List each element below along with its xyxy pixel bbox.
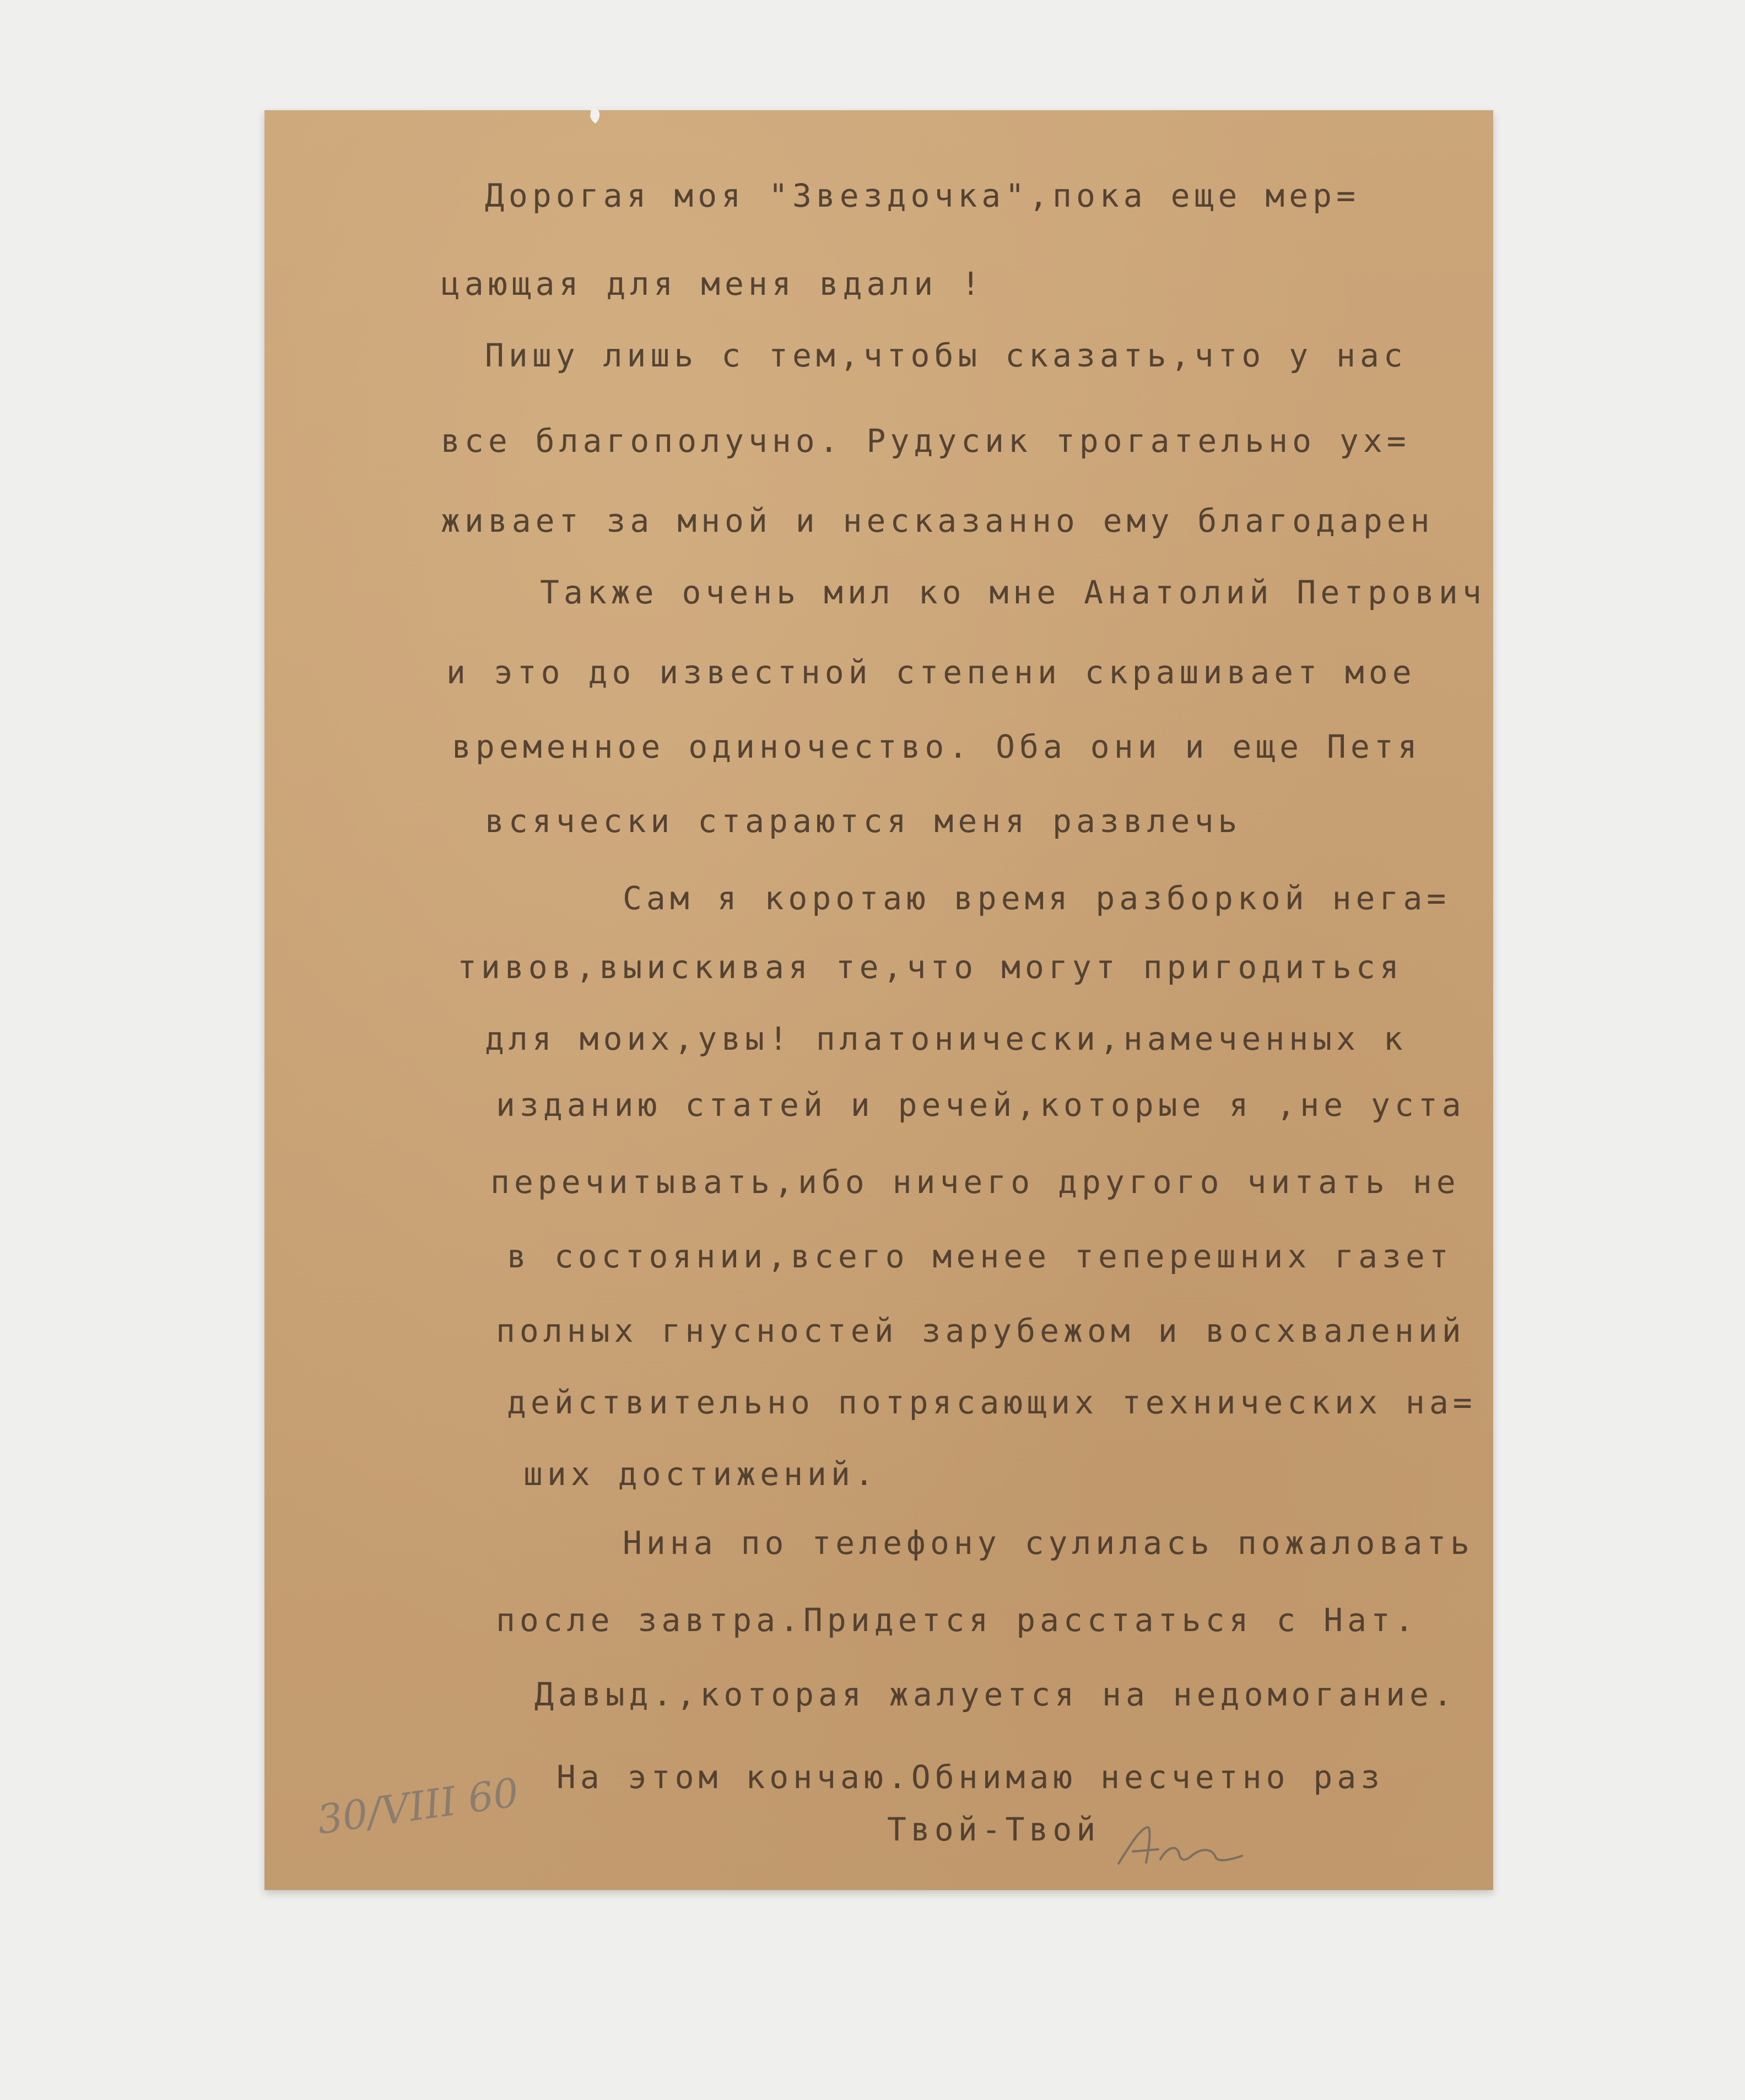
letter-line: ших достижений. [523, 1455, 878, 1493]
letter-line: полных гнусностей зарубежом и восхвалений [496, 1312, 1466, 1349]
letter-line: Сам я коротаю время разборкой нега= [623, 879, 1451, 917]
letter-line: Также очень мил ко мне Анатолий Петрович [540, 574, 1486, 611]
letter-line: действительно потрясающих технических на= [507, 1384, 1477, 1421]
letter-line: Нина по телефону сулилась пожаловать [623, 1524, 1474, 1562]
letter-line: после завтра.Придется расстаться с Нат. [496, 1601, 1418, 1639]
letter-line: перечитывать,ибо ничего другого читать не [490, 1163, 1460, 1201]
letter-line: Давыд.,которая жалуется на недомогание. [534, 1676, 1457, 1713]
letter-line: Твой-Твой [887, 1811, 1100, 1848]
letter-line: изданию статей и речей,которые я ,не уста [496, 1086, 1466, 1124]
letter-line: всячески стараются меня развлечь [485, 802, 1242, 840]
letter-line: для моих,увы! платонически,намеченных к [485, 1020, 1407, 1057]
letter-line: Пишу лишь с тем,чтобы сказать,что у нас [485, 337, 1407, 374]
letter-line: цающая для меня вдали ! [441, 265, 985, 303]
letter-line: и это до известной степени скрашивает мое [446, 654, 1416, 691]
letter-line: в состоянии,всего менее теперешних газет [507, 1238, 1453, 1275]
letter-line: живает за мной и несказанно ему благодарен [441, 502, 1434, 539]
handwritten-date-text: 30/VIII 60 [314, 1769, 522, 1843]
letter-page [264, 110, 1493, 1890]
letter-line: временное одиночество. Оба они и еще Петя [452, 728, 1422, 765]
handwritten-signature [1107, 1813, 1251, 1874]
handwritten-date [314, 1769, 522, 1846]
letter-line: все благополучно. Рудусик трогательно ух= [441, 422, 1411, 460]
paper-tear-mark [587, 107, 603, 129]
letter-line: тивов,выискивая те,что могут пригодиться [457, 948, 1403, 986]
letter-line: На этом кончаю.Обнимаю несчетно раз [557, 1758, 1385, 1796]
letter-line: Дорогая моя "Звездочка",пока еще мер= [485, 177, 1360, 214]
